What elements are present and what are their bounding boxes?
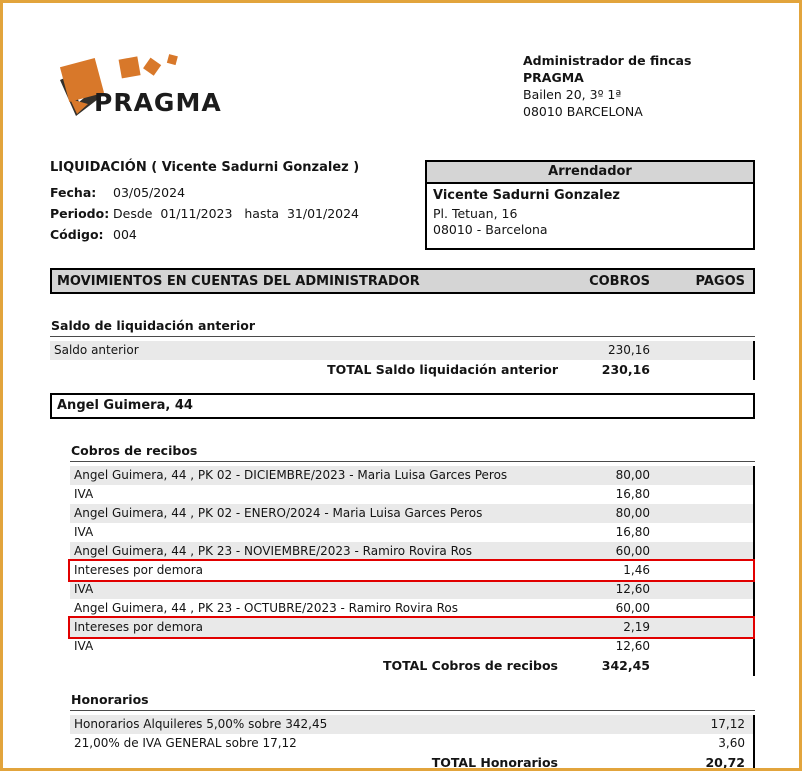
row-pagos-value: 17,12 <box>710 717 745 731</box>
total-cobros-value <box>558 753 658 771</box>
field-periodo-label: Periodo: <box>50 206 110 221</box>
total-label: TOTAL Cobros de recibos <box>382 658 558 673</box>
total-cobros-value: 342,45 <box>601 658 650 673</box>
row-cobros-value: 16,80 <box>615 525 650 539</box>
section-total-row <box>70 656 753 676</box>
letterhead <box>50 52 755 120</box>
table-row <box>70 580 753 599</box>
row-cobros-value: 2,19 <box>623 620 650 634</box>
total-pagos-value: 20,72 <box>705 755 745 770</box>
row-cobros-value: 12,60 <box>615 582 650 596</box>
arrendador-city-line: 08010 - Barcelona <box>433 222 548 237</box>
table-row <box>70 599 753 618</box>
row-cobros-value: 60,00 <box>615 544 650 558</box>
row-cobros-value: 80,00 <box>615 506 650 520</box>
field-codigo-label: Código: <box>50 227 104 242</box>
field-fecha-label: Fecha: <box>50 185 97 200</box>
field-codigo-value: 004 <box>113 227 137 242</box>
section-cobros-heading: Cobros de recibos <box>70 443 755 462</box>
administrator-city-line: 08010 BARCELONA <box>523 104 643 119</box>
row-label: IVA <box>74 487 94 501</box>
field-periodo <box>50 206 405 221</box>
section-honorarios-rows <box>70 715 755 771</box>
table-row <box>70 466 753 485</box>
arrendador-box <box>425 160 755 250</box>
row-pagos-value <box>658 485 753 504</box>
table-row <box>70 542 753 561</box>
section-cobros-rows <box>70 466 755 676</box>
row-label: IVA <box>74 582 94 596</box>
row-pagos-value <box>658 580 753 599</box>
total-pagos-value <box>658 656 753 676</box>
row-pagos-value <box>658 542 753 561</box>
administrator-address-block <box>523 52 755 120</box>
logo-wordmark: PRAGMA <box>94 88 222 117</box>
column-header-cobros: COBROS <box>589 273 650 289</box>
row-pagos-value <box>658 637 753 656</box>
table-row <box>70 504 753 523</box>
administrator-name-line: PRAGMA <box>523 70 584 85</box>
row-label: Intereses por demora <box>74 563 204 577</box>
liquidacion-title: LIQUIDACIÓN ( Vicente Sadurni Gonzalez ) <box>50 160 360 175</box>
row-pagos-value: 3,60 <box>718 736 745 750</box>
total-label: TOTAL Honorarios <box>431 755 558 770</box>
row-label: Angel Guimera, 44 , PK 02 - DICIEMBRE/2023 - Maria Luisa Garces Peros <box>74 468 508 482</box>
info-row <box>50 160 755 250</box>
section-honorarios-heading: Honorarios <box>70 692 755 711</box>
property-banner: Angel Guimera, 44 <box>50 393 755 419</box>
arrendador-box-title: Arrendador <box>427 162 753 184</box>
administrator-street-line: Bailen 20, 3º 1ª <box>523 87 622 102</box>
row-pagos-value <box>658 504 753 523</box>
table-header-title: MOVIMIENTOS EN CUENTAS DEL ADMINISTRADOR <box>57 273 420 289</box>
row-cobros-value <box>558 734 658 753</box>
field-codigo <box>50 227 405 242</box>
table-row <box>70 715 753 734</box>
section-saldo-rows <box>50 341 755 380</box>
row-cobros-value: 1,46 <box>623 563 650 577</box>
row-pagos-value <box>658 466 753 485</box>
row-label: 21,00% de IVA GENERAL sobre 17,12 <box>74 736 297 750</box>
total-label: TOTAL Saldo liquidación anterior <box>327 362 558 377</box>
administrator-role-line: Administrador de fincas <box>523 53 692 68</box>
table-row <box>70 561 753 580</box>
table-row <box>70 523 753 542</box>
row-label: IVA <box>74 639 94 653</box>
table-row <box>70 618 753 637</box>
section-saldo <box>50 318 755 380</box>
table-row <box>70 637 753 656</box>
row-label: IVA <box>74 525 94 539</box>
table-header-band <box>50 268 755 294</box>
total-cobros-value: 230,16 <box>601 362 650 377</box>
row-label: Angel Guimera, 44 , PK 23 - OCTUBRE/2023 - Ramiro Rovira Ros <box>74 601 459 615</box>
table-row <box>50 341 753 360</box>
arrendador-street-line: Pl. Tetuan, 16 <box>433 206 518 221</box>
section-total-row <box>70 753 753 771</box>
row-cobros-value: 80,00 <box>615 468 650 482</box>
table-row <box>70 485 753 504</box>
row-pagos-value <box>658 523 753 542</box>
row-pagos-value <box>658 599 753 618</box>
total-pagos-value <box>658 360 753 380</box>
row-label: Angel Guimera, 44 , PK 23 - NOVIEMBRE/2023 - Ramiro Rovira Ros <box>74 544 472 558</box>
arrendador-box-body <box>427 184 753 248</box>
table-row <box>70 734 753 753</box>
row-cobros-value: 16,80 <box>615 487 650 501</box>
section-honorarios <box>70 692 755 771</box>
column-header-pagos: PAGOS <box>695 273 745 289</box>
liquidacion-info <box>50 160 425 250</box>
section-total-row <box>50 360 753 380</box>
row-cobros-value: 230,16 <box>608 343 650 357</box>
company-logo <box>50 52 350 120</box>
row-label: Angel Guimera, 44 , PK 02 - ENERO/2024 - Maria Luisa Garces Peros <box>74 506 483 520</box>
row-pagos-value <box>658 341 753 360</box>
arrendador-name: Vicente Sadurni Gonzalez <box>433 188 621 203</box>
field-fecha-value: 03/05/2024 <box>113 185 186 200</box>
row-label: Intereses por demora <box>74 620 204 634</box>
row-cobros-value <box>558 715 658 734</box>
row-cobros-value: 60,00 <box>615 601 650 615</box>
section-saldo-heading: Saldo de liquidación anterior <box>50 318 755 337</box>
row-pagos-value <box>658 618 753 637</box>
field-periodo-value: Desde 01/11/2023 hasta 31/01/2024 <box>113 206 360 221</box>
row-label: Saldo anterior <box>54 343 139 357</box>
section-cobros <box>70 443 755 676</box>
field-fecha <box>50 185 405 200</box>
row-cobros-value: 12,60 <box>615 639 650 653</box>
row-label: Honorarios Alquileres 5,00% sobre 342,45 <box>74 717 328 731</box>
row-pagos-value <box>658 561 753 580</box>
